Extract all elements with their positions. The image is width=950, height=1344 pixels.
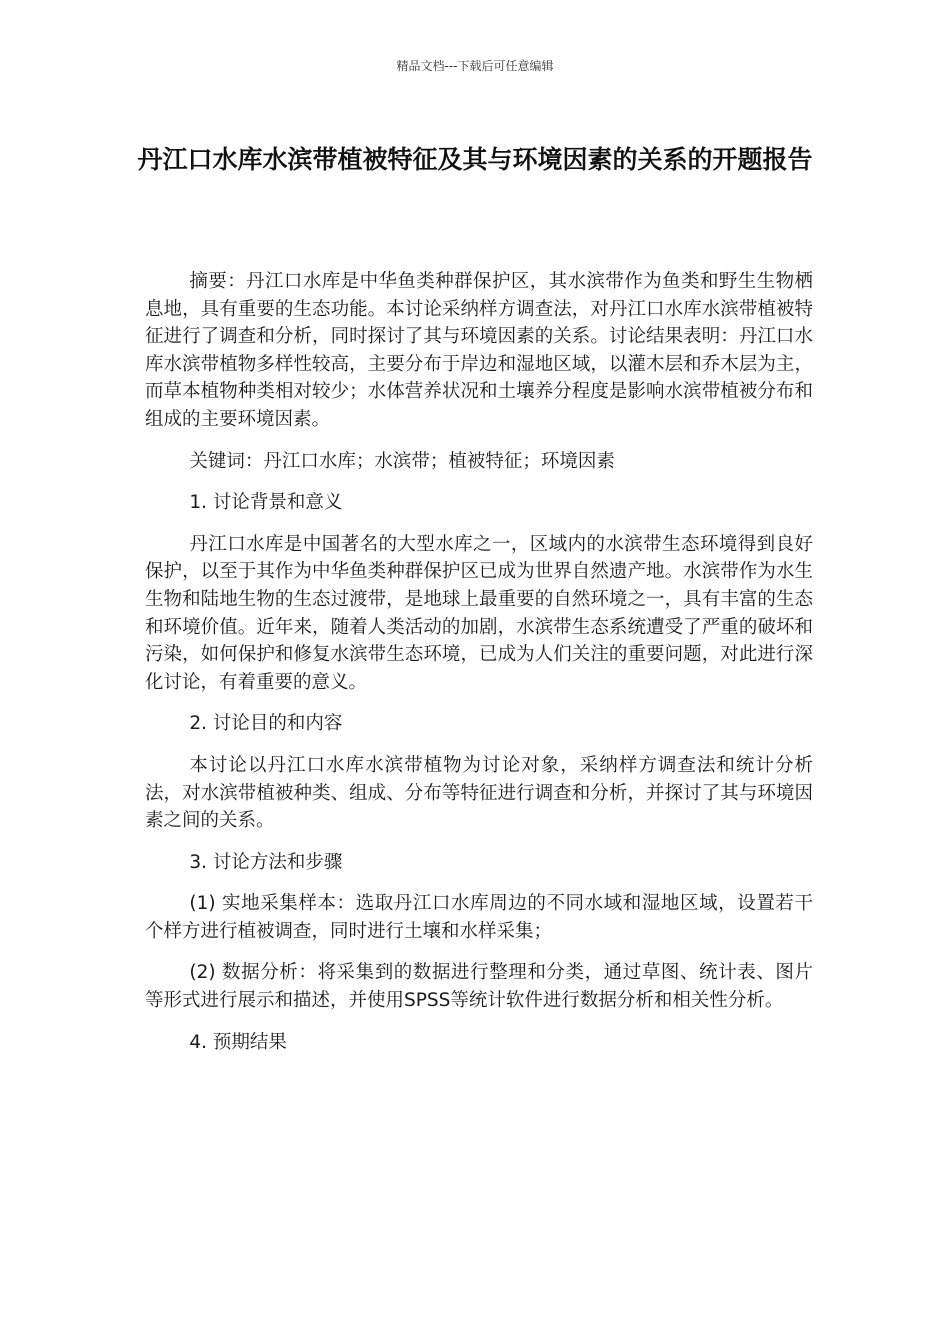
abstract-paragraph: 摘要：丹江口水库是中华鱼类种群保护区，其水滨带作为鱼类和野生生物栖息地，具有重要的生态功能。本讨论采纳样方调查法，对丹江口水库水滨带植被特征进行了调查和分析，同时探讨了其与环境因素的关系。讨论结果表明：丹江口水库水滨带植物多样性较高，主要分布于岸边和湿地区域，以灌木层和乔木层为主，而草本植物种类相对较少；水体营养状况和土壤养分程度是影响水滨带植被分布和组成的主要环境因素。	[145, 271, 813, 430]
keywords-paragraph: 关键词：丹江口水库；水滨带；植被特征；环境因素	[189, 450, 615, 472]
page-header: 精品文档---下载后可任意编辑	[396, 59, 554, 73]
section-heading-purpose: 2. 讨论目的和内容	[189, 713, 343, 735]
section-heading-methods: 3. 讨论方法和步骤	[189, 851, 343, 873]
document-title: 丹江口水库水滨带植被特征及其与环境因素的关系的开题报告	[137, 145, 813, 174]
section-heading-background: 1. 讨论背景和意义	[189, 492, 343, 514]
purpose-paragraph: 本讨论以丹江口水库水滨带植物为讨论对象，采纳样方调查法和统计分析法，对水滨带植被种类、组成、分布等特征进行调查和分析，并探讨了其与环境因素之间的关系。	[145, 754, 813, 832]
method-step-2: (2) 数据分析：将采集到的数据进行整理和分类，通过草图、统计表、图片等形式进行展示和描述，并使用SPSS等统计软件进行数据分析和相关性分析。	[145, 962, 813, 1012]
background-paragraph: 丹江口水库是中国著名的大型水库之一，区域内的水滨带生态环境得到良好保护，以至于其作为中华鱼类种群保护区已成为世界自然遗产地。水滨带作为水生生物和陆地生物的生态过渡带，是地球上最重要的自然环境之一，具有丰富的生态和环境价值。近年来，随着人类活动的加剧，水滨带生态系统遭受了严重的破坏和污染，如何保护和修复水滨带生态环境，已成为人们关注的重要问题，对此进行深化讨论，有着重要的意义。	[145, 533, 813, 693]
method-step-1: (1) 实地采集样本：选取丹江口水库周边的不同水域和湿地区域，设置若干个样方进行植被调查，同时进行土壤和水样采集；	[145, 893, 813, 942]
section-heading-results: 4. 预期结果	[189, 1031, 287, 1053]
document-body	[145, 268, 813, 1070]
